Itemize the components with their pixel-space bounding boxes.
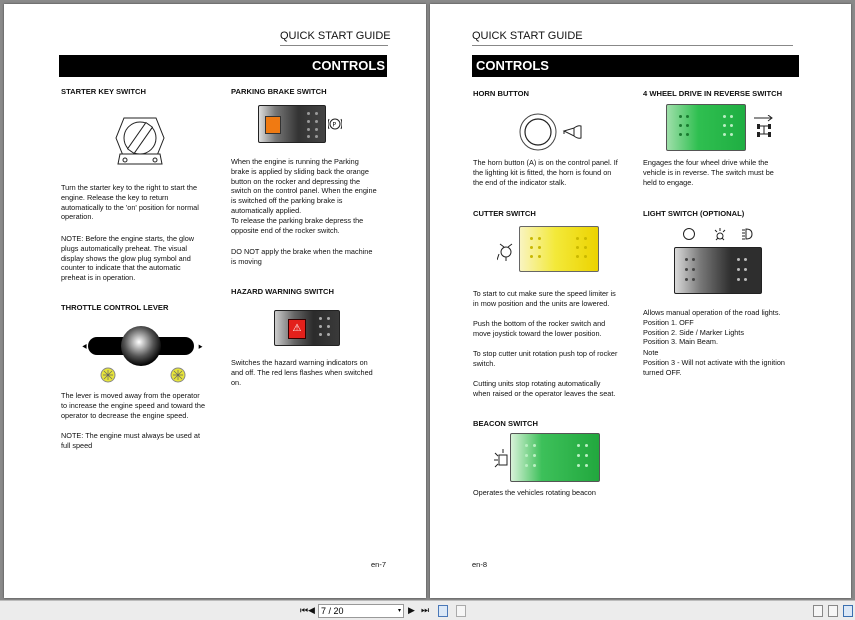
continuous-icon[interactable] [843,605,853,617]
copy-icon[interactable] [438,605,448,617]
page-number-input[interactable] [318,604,404,618]
last-page-icon[interactable]: ⏭ [421,605,430,615]
header-rule [472,45,793,46]
copy-disabled-icon [456,605,466,617]
light-switch-rocker [674,247,762,294]
parking-brake-text: When the engine is running the Parking brake is applied by sliding back the orange button on the rocker and depressing the switch on the control panel. When the engine is switched off the parking brake is automatically applied. To release the parking brake depress the opposite end of the rocker switch. [231,157,377,235]
starter-key-note: NOTE: Before the engine starts, the glow plugs automatically preheat. The visual display shows the glow plug symbol and counter to indicate that the automatic preheat is in operation. [61,234,195,283]
four-wheel-drive-icon [752,115,776,139]
single-page-icon[interactable] [813,605,823,617]
section-bar: CONTROLS [59,55,387,77]
beacon-heading: BEACON SWITCH [473,419,538,428]
four-wheel-drive-rocker [666,104,746,151]
horn-text: The horn button (A) is on the control panel. If the lighting kit is fitted, the horn is found on the end of the indicator stalk. [473,158,618,187]
cutter-heading: CUTTER SWITCH [473,209,536,218]
first-page-icon[interactable]: ⏮ [300,605,309,615]
viewer-toolbar [0,600,855,620]
page-number-text: 7 / 20 [321,606,344,616]
four-wheel-drive-text: Engages the four wheel drive while the vehicle is in reverse. The switch must be held to engage. [643,158,774,187]
four-wheel-drive-heading: 4 WHEEL DRIVE IN REVERSE SWITCH [643,89,783,98]
svg-text:⯇: ⯇ [81,343,89,353]
starter-key-heading: STARTER KEY SWITCH [61,87,146,96]
svg-text:⯈: ⯈ [197,343,204,352]
document-page-7 [4,4,426,598]
parking-brake-heading: PARKING BRAKE SWITCH [231,87,327,96]
parking-brake-icon [328,116,342,132]
parking-brake-note: DO NOT apply the brake when the machine is moving [231,247,373,266]
hazard-rocker [274,310,340,346]
light-switch-note: Note Position 3 - Will not activate with the ignition turned OFF. [643,348,785,377]
page-number: en-8 [472,560,488,569]
cutter-icon [497,240,515,262]
starter-key-text: Turn the starter key to the right to start the engine. Release the key to return automatically to the 'on' position for normal operation. [61,183,199,222]
light-switch-text: Allows manual operation of the road lights. Position 1. OFF Position 2. Side / Marker Lights Position 3. Main Beam. [643,308,781,347]
chevron-down-icon[interactable]: ▾ [397,608,401,614]
side-light-icon [715,228,725,240]
light-switch-heading: LIGHT SWITCH (OPTIONAL) [643,209,745,218]
starter-key-illustration [112,110,168,168]
beacon-rocker [510,433,600,482]
light-position-icons [682,227,762,241]
hazard-triangle-icon: ⚠ [288,319,306,339]
cutter-text-2: Push the bottom of the rocker switch and move joystick toward the lower position. [473,319,606,338]
next-page-icon[interactable]: ▶ [408,605,415,615]
throttle-heading: THROTTLE CONTROL LEVER [61,303,169,312]
off-position-icon [684,229,695,240]
horn-button-illustration [518,111,588,155]
orange-button [265,116,281,134]
document-page-8 [430,4,851,598]
beacon-text: Operates the vehicles rotating beacon [473,488,596,497]
cutter-rocker [519,226,599,272]
two-page-icon[interactable] [828,605,838,617]
header-rule [280,45,388,46]
cutter-text-1: To start to cut make sure the speed limiter is in mow position and the units are lowered. [473,289,616,308]
hazard-text: Switches the hazard warning indicators on and off. The red lens flashes when switched on. [231,358,373,387]
throttle-note: NOTE: The engine must always be used at full speed [61,431,200,450]
parking-brake-rocker [258,105,326,143]
throttle-text: The lever is moved away from the operator to increase the engine speed and toward the operator to decrease the engine speed. [61,391,206,420]
running-header: QUICK START GUIDE [280,30,391,42]
throttle-lever-illustration [78,322,210,384]
hazard-heading: HAZARD WARNING SWITCH [231,287,334,296]
horn-heading: HORN BUTTON [473,89,529,98]
cutter-text-4: Cutting units stop rotating automatically when raised or the operator leaves the seat. [473,379,616,398]
prev-page-icon[interactable]: ◀ [308,605,315,615]
page-number: en-7 [371,560,387,569]
running-header: QUICK START GUIDE [472,30,583,42]
main-beam-icon [742,229,752,239]
svg-text:P: P [332,121,337,129]
section-bar: CONTROLS [472,55,799,77]
cutter-text-3: To stop cutter unit rotation push top of rocker switch. [473,349,618,368]
